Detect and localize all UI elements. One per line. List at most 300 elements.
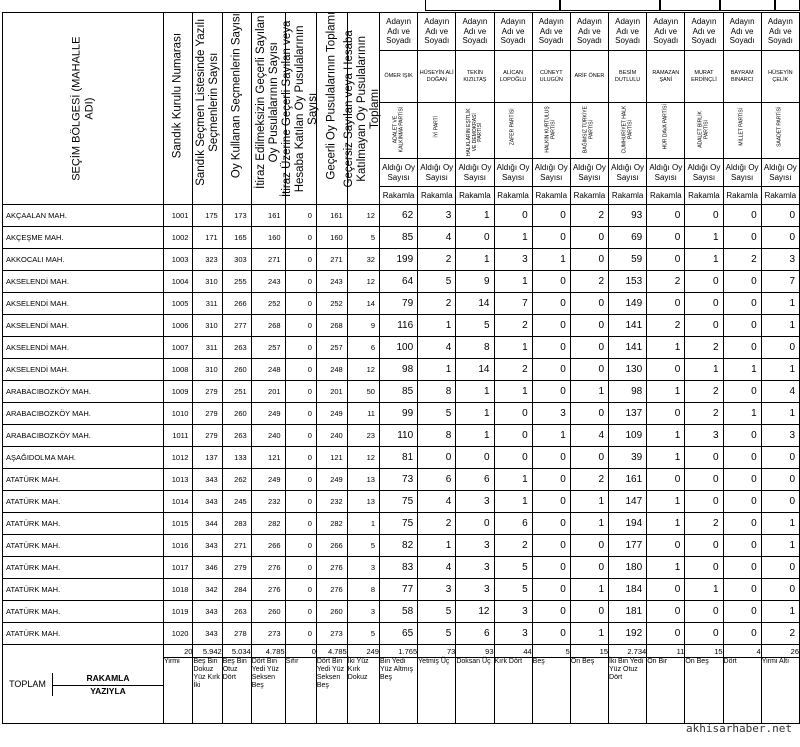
vote-cell: 0 bbox=[570, 359, 608, 381]
vote-cell: 14 bbox=[456, 359, 494, 381]
stat-cell: 268 bbox=[316, 315, 347, 337]
candidate-label: Adayın Adı ve Soyadı bbox=[761, 13, 799, 51]
stat-cell: 260 bbox=[316, 601, 347, 623]
vote-cell: 0 bbox=[685, 315, 723, 337]
vote-cell: 0 bbox=[723, 535, 761, 557]
vote-cell: 199 bbox=[379, 249, 417, 271]
stat-cell: 3 bbox=[347, 557, 379, 579]
total-votes: 26 bbox=[761, 645, 799, 658]
candidate-name: HÜSEYİN ALİ DOĞAN bbox=[418, 51, 456, 103]
table-row bbox=[3, 513, 800, 535]
stat-cell: 0 bbox=[285, 623, 316, 645]
stat-cell: 3 bbox=[347, 601, 379, 623]
vote-cell: 0 bbox=[532, 227, 570, 249]
vote-cell: 0 bbox=[570, 315, 608, 337]
vote-cell: 99 bbox=[379, 403, 417, 425]
vote-cell: 153 bbox=[609, 271, 647, 293]
stat-cell: 278 bbox=[222, 623, 251, 645]
vote-cell: 75 bbox=[379, 491, 417, 513]
stat-cell: 175 bbox=[193, 205, 222, 227]
vote-cell: 75 bbox=[379, 513, 417, 535]
vote-cell: 79 bbox=[379, 293, 417, 315]
region-name: ATATÜRK MAH. bbox=[3, 491, 164, 513]
vote-cell: 0 bbox=[723, 557, 761, 579]
stat-cell: 249 bbox=[251, 403, 285, 425]
stat-cell: 1014 bbox=[164, 491, 193, 513]
stat-cell: 343 bbox=[193, 469, 222, 491]
region-name: ATATÜRK MAH. bbox=[3, 579, 164, 601]
stat-cell: 263 bbox=[222, 425, 251, 447]
stat-cell: 121 bbox=[251, 447, 285, 469]
numeric-unit-label: Rakamla bbox=[532, 187, 570, 205]
vote-cell: 7 bbox=[761, 271, 799, 293]
candidate-party bbox=[761, 103, 799, 159]
vote-cell: 0 bbox=[761, 447, 799, 469]
candidate-name: ARİF ÖNER bbox=[570, 51, 608, 103]
vote-cell: 3 bbox=[456, 491, 494, 513]
vote-cell: 0 bbox=[723, 447, 761, 469]
vote-cell: 161 bbox=[609, 469, 647, 491]
vote-cell: 0 bbox=[570, 447, 608, 469]
vote-cell: 1 bbox=[570, 513, 608, 535]
stat-cell: 346 bbox=[193, 557, 222, 579]
watermark: akhisarhaber.net bbox=[686, 722, 792, 735]
stat-cell: 0 bbox=[285, 601, 316, 623]
vote-cell: 116 bbox=[379, 315, 417, 337]
vote-cell: 1 bbox=[647, 381, 685, 403]
vote-cell: 1 bbox=[456, 249, 494, 271]
table-row bbox=[3, 315, 800, 337]
vote-cell: 0 bbox=[647, 359, 685, 381]
table-row bbox=[3, 381, 800, 403]
vote-cell: 0 bbox=[685, 469, 723, 491]
vote-cell: 0 bbox=[761, 557, 799, 579]
vote-cell: 1 bbox=[532, 425, 570, 447]
vote-cell: 5 bbox=[418, 271, 456, 293]
stat-cell: 12 bbox=[347, 205, 379, 227]
vote-cell: 147 bbox=[609, 491, 647, 513]
region-name: AKSELENDİ MAH. bbox=[3, 315, 164, 337]
vote-cell: 2 bbox=[723, 249, 761, 271]
vote-cell: 137 bbox=[609, 403, 647, 425]
stat-cell: 245 bbox=[222, 491, 251, 513]
vote-cell: 0 bbox=[532, 601, 570, 623]
stat-cell: 1019 bbox=[164, 601, 193, 623]
vote-cell: 0 bbox=[685, 623, 723, 645]
stat-cell: 249 bbox=[251, 469, 285, 491]
stat-cell: 311 bbox=[193, 337, 222, 359]
vote-cell: 2 bbox=[570, 205, 608, 227]
vote-cell: 0 bbox=[685, 601, 723, 623]
total-votes: 4 bbox=[723, 645, 761, 658]
table-row bbox=[3, 557, 800, 579]
vote-cell: 1 bbox=[647, 557, 685, 579]
table-row bbox=[3, 623, 800, 645]
stat-cell: 249 bbox=[316, 403, 347, 425]
stat-cell: 279 bbox=[193, 403, 222, 425]
stat-cell: 252 bbox=[316, 293, 347, 315]
vote-cell: 2 bbox=[494, 315, 532, 337]
stat-header bbox=[251, 13, 285, 205]
vote-cell: 0 bbox=[532, 557, 570, 579]
vote-cell: 0 bbox=[418, 447, 456, 469]
candidate-party-text: İYİ PARTİ bbox=[432, 115, 439, 138]
candidate-party bbox=[456, 103, 494, 159]
vote-cell: 1 bbox=[456, 425, 494, 447]
numeric-unit-label: Rakamla bbox=[685, 187, 723, 205]
votes-received-label: Aldığı Oy Sayısı bbox=[532, 159, 570, 187]
vote-cell: 0 bbox=[456, 227, 494, 249]
vote-cell: 0 bbox=[723, 425, 761, 447]
stat-cell: 279 bbox=[222, 557, 251, 579]
vote-cell: 0 bbox=[685, 293, 723, 315]
stat-cell: 1018 bbox=[164, 579, 193, 601]
stat-cell: 310 bbox=[193, 359, 222, 381]
stat-header bbox=[280, 13, 320, 205]
candidate-label: Adayın Adı ve Soyadı bbox=[609, 13, 647, 51]
table-row bbox=[3, 293, 800, 315]
stat-cell: 260 bbox=[222, 403, 251, 425]
stat-cell: 5 bbox=[347, 535, 379, 557]
stat-cell: 201 bbox=[316, 381, 347, 403]
election-results-table bbox=[2, 12, 800, 724]
stat-cell: 273 bbox=[251, 623, 285, 645]
vote-cell: 1 bbox=[761, 535, 799, 557]
stat-cell: 248 bbox=[251, 359, 285, 381]
stat-cell: 1016 bbox=[164, 535, 193, 557]
candidate-party bbox=[647, 103, 685, 159]
vote-cell: 141 bbox=[609, 337, 647, 359]
vote-cell: 194 bbox=[609, 513, 647, 535]
votes-received-label: Aldığı Oy Sayısı bbox=[456, 159, 494, 187]
vote-cell: 3 bbox=[532, 403, 570, 425]
total-votes: 11 bbox=[647, 645, 685, 658]
stat-cell: 160 bbox=[316, 227, 347, 249]
vote-cell: 0 bbox=[647, 601, 685, 623]
stat-cell: 0 bbox=[285, 227, 316, 249]
vote-cell: 65 bbox=[379, 623, 417, 645]
stat-cell: 0 bbox=[285, 447, 316, 469]
stat-header-text: İtiraz Üzerine Geçerli Sayılan veya Hesaba Katılan Oy Pusulalarının Sayısı bbox=[280, 20, 320, 197]
stat-cell: 0 bbox=[285, 359, 316, 381]
vote-cell: 100 bbox=[379, 337, 417, 359]
votes-received-label: Aldığı Oy Sayısı bbox=[379, 159, 417, 187]
stat-cell: 257 bbox=[316, 337, 347, 359]
stat-header-text: İtiraz Edilmeksizin Geçerli Sayılan Oy Pusulalarının Sayısı bbox=[254, 15, 281, 189]
vote-cell: 1 bbox=[494, 271, 532, 293]
totals-numeric-row bbox=[3, 645, 800, 658]
stat-cell: 0 bbox=[285, 205, 316, 227]
candidate-party-text: HALKLARIN EŞİTLİK VE DEMOKRASİ PARTİSİ bbox=[465, 107, 483, 156]
stat-cell: 277 bbox=[222, 315, 251, 337]
stat-cell: 121 bbox=[316, 447, 347, 469]
vote-cell: 1 bbox=[685, 227, 723, 249]
stat-cell: 0 bbox=[285, 403, 316, 425]
stat-cell: 1001 bbox=[164, 205, 193, 227]
stat-cell: 311 bbox=[193, 293, 222, 315]
candidate-party-text: HÜR DAVA PARTİSİ bbox=[662, 103, 669, 149]
vote-cell: 0 bbox=[570, 227, 608, 249]
region-name: ARABACIBOZKÖY MAH. bbox=[3, 425, 164, 447]
stat-cell: 252 bbox=[251, 293, 285, 315]
stat-header-text: Oy Kullanan Seçmenlerin Sayısı bbox=[230, 12, 243, 178]
vote-cell: 1 bbox=[570, 579, 608, 601]
region-name: AŞAĞIDOLMA MAH. bbox=[3, 447, 164, 469]
votes-received-label: Aldığı Oy Sayısı bbox=[723, 159, 761, 187]
stat-cell: 5 bbox=[347, 227, 379, 249]
stat-cell: 137 bbox=[193, 447, 222, 469]
candidate-party bbox=[685, 103, 723, 159]
vote-cell: 1 bbox=[494, 491, 532, 513]
stat-cell: 263 bbox=[222, 601, 251, 623]
candidate-party-text: ADALET VE KALKINMA PARTİSİ bbox=[392, 106, 404, 152]
vote-cell: 2 bbox=[685, 513, 723, 535]
stat-cell: 1005 bbox=[164, 293, 193, 315]
stat-cell: 263 bbox=[222, 337, 251, 359]
vote-cell: 0 bbox=[685, 557, 723, 579]
vote-cell: 0 bbox=[723, 315, 761, 337]
stat-cell: 0 bbox=[285, 381, 316, 403]
total-votes: 2.734 bbox=[609, 645, 647, 658]
total-stat: 0 bbox=[285, 645, 316, 658]
stat-cell: 284 bbox=[222, 579, 251, 601]
vote-cell: 5 bbox=[494, 579, 532, 601]
vote-cell: 0 bbox=[723, 513, 761, 535]
vote-cell: 2 bbox=[685, 381, 723, 403]
votes-received-label: Aldığı Oy Sayısı bbox=[647, 159, 685, 187]
stat-cell: 0 bbox=[285, 557, 316, 579]
vote-cell: 6 bbox=[418, 469, 456, 491]
numeric-unit-label: Rakamla bbox=[761, 187, 799, 205]
vote-cell: 0 bbox=[685, 205, 723, 227]
candidate-name: MURAT ERDİNÇLİ bbox=[685, 51, 723, 103]
table-row bbox=[3, 601, 800, 623]
total-votes-words: On Beş bbox=[570, 658, 608, 724]
stat-cell: 0 bbox=[285, 249, 316, 271]
stat-cell: 262 bbox=[222, 469, 251, 491]
vote-cell: 1 bbox=[532, 249, 570, 271]
stat-cell: 0 bbox=[285, 513, 316, 535]
vote-cell: 0 bbox=[532, 491, 570, 513]
vote-cell: 3 bbox=[456, 579, 494, 601]
vote-cell: 0 bbox=[723, 205, 761, 227]
vote-cell: 8 bbox=[418, 425, 456, 447]
vote-cell: 0 bbox=[532, 513, 570, 535]
total-votes: 44 bbox=[494, 645, 532, 658]
stat-cell: 276 bbox=[316, 579, 347, 601]
vote-cell: 85 bbox=[379, 227, 417, 249]
vote-cell: 0 bbox=[494, 425, 532, 447]
vote-cell: 2 bbox=[570, 271, 608, 293]
stat-cell: 240 bbox=[251, 425, 285, 447]
candidate-name: CÜNEYT ULUGÜN bbox=[532, 51, 570, 103]
candidate-label: Adayın Adı ve Soyadı bbox=[647, 13, 685, 51]
stat-cell: 279 bbox=[193, 425, 222, 447]
stat-header-text: Geçerli Oy Pusulalarının Toplamı bbox=[325, 11, 338, 180]
vote-cell: 1 bbox=[647, 337, 685, 359]
total-votes-words: Yetmiş Üç bbox=[418, 658, 456, 724]
stat-header bbox=[343, 13, 382, 205]
vote-cell: 1 bbox=[761, 293, 799, 315]
stat-cell: 1004 bbox=[164, 271, 193, 293]
vote-cell: 1 bbox=[647, 447, 685, 469]
vote-cell: 1 bbox=[685, 359, 723, 381]
table-row bbox=[3, 227, 800, 249]
stat-cell: 32 bbox=[347, 249, 379, 271]
vote-cell: 5 bbox=[456, 315, 494, 337]
total-votes: 93 bbox=[456, 645, 494, 658]
vote-cell: 0 bbox=[761, 491, 799, 513]
region-name: ATATÜRK MAH. bbox=[3, 535, 164, 557]
vote-cell: 1 bbox=[723, 359, 761, 381]
total-stat-words: İki Yüz Kırk Dokuz bbox=[347, 658, 379, 724]
vote-cell: 0 bbox=[532, 337, 570, 359]
stat-cell: 6 bbox=[347, 337, 379, 359]
vote-cell: 4 bbox=[418, 227, 456, 249]
vote-cell: 0 bbox=[685, 447, 723, 469]
table-row bbox=[3, 425, 800, 447]
total-stat-words: Dört Bin Yedi Yüz Seksen Beş bbox=[316, 658, 347, 724]
votes-received-label: Aldığı Oy Sayısı bbox=[570, 159, 608, 187]
candidate-party-text: HALKIN KURTULUŞ PARTİSİ bbox=[544, 105, 557, 153]
vote-cell: 0 bbox=[456, 447, 494, 469]
vote-cell: 3 bbox=[685, 425, 723, 447]
vote-cell: 0 bbox=[494, 205, 532, 227]
vote-cell: 3 bbox=[418, 205, 456, 227]
candidate-party bbox=[609, 103, 647, 159]
vote-cell: 130 bbox=[609, 359, 647, 381]
stat-cell: 276 bbox=[251, 579, 285, 601]
region-name: ATATÜRK MAH. bbox=[3, 601, 164, 623]
vote-cell: 0 bbox=[723, 337, 761, 359]
candidate-party-text: ZAFER PARTİSİ bbox=[509, 107, 516, 145]
candidate-name: BESİM DUTLULU bbox=[609, 51, 647, 103]
vote-cell: 177 bbox=[609, 535, 647, 557]
vote-cell: 0 bbox=[494, 447, 532, 469]
numeric-unit-label: Rakamla bbox=[418, 187, 456, 205]
vote-cell: 1 bbox=[685, 249, 723, 271]
vote-cell: 0 bbox=[723, 491, 761, 513]
stat-cell: 1009 bbox=[164, 381, 193, 403]
vote-cell: 7 bbox=[494, 293, 532, 315]
stat-cell: 1006 bbox=[164, 315, 193, 337]
stat-cell: 50 bbox=[347, 381, 379, 403]
stat-cell: 8 bbox=[347, 579, 379, 601]
stat-cell: 243 bbox=[316, 271, 347, 293]
stat-cell: 271 bbox=[251, 249, 285, 271]
stat-cell: 323 bbox=[193, 249, 222, 271]
candidate-party-text: SAADET PARTİSİ bbox=[776, 106, 783, 147]
total-votes: 73 bbox=[418, 645, 456, 658]
vote-cell: 3 bbox=[456, 557, 494, 579]
vote-cell: 93 bbox=[609, 205, 647, 227]
region-name: AKÇAALAN MAH. bbox=[3, 205, 164, 227]
vote-cell: 0 bbox=[570, 337, 608, 359]
vote-cell: 2 bbox=[761, 623, 799, 645]
stat-header bbox=[222, 13, 251, 205]
vote-cell: 2 bbox=[418, 513, 456, 535]
totals-label bbox=[3, 645, 164, 724]
vote-cell: 4 bbox=[570, 425, 608, 447]
total-votes: 1.765 bbox=[379, 645, 417, 658]
vote-cell: 0 bbox=[761, 227, 799, 249]
stat-cell: 11 bbox=[347, 403, 379, 425]
stat-header-text: Sandık Seçmen Listesinde Yazılı Seçmenlerin Sayısı bbox=[194, 18, 220, 186]
vote-cell: 82 bbox=[379, 535, 417, 557]
vote-cell: 2 bbox=[418, 249, 456, 271]
candidate-label: Adayın Adı ve Soyadı bbox=[532, 13, 570, 51]
stat-cell: 1 bbox=[347, 513, 379, 535]
stat-cell: 133 bbox=[222, 447, 251, 469]
stat-cell: 1017 bbox=[164, 557, 193, 579]
stat-cell: 0 bbox=[285, 271, 316, 293]
vote-cell: 0 bbox=[532, 579, 570, 601]
vote-cell: 192 bbox=[609, 623, 647, 645]
table-row bbox=[3, 249, 800, 271]
numeric-unit-label: Rakamla bbox=[456, 187, 494, 205]
total-votes-words: Dört bbox=[723, 658, 761, 724]
stat-cell: 343 bbox=[193, 535, 222, 557]
total-stat: 5.942 bbox=[193, 645, 222, 658]
vote-cell: 0 bbox=[532, 205, 570, 227]
vote-cell: 141 bbox=[609, 315, 647, 337]
stat-cell: 1007 bbox=[164, 337, 193, 359]
vote-cell: 3 bbox=[761, 249, 799, 271]
vote-cell: 0 bbox=[723, 271, 761, 293]
candidate-party-text: MİLLET PARTİSİ bbox=[738, 107, 745, 146]
vote-cell: 0 bbox=[723, 227, 761, 249]
stat-cell: 343 bbox=[193, 491, 222, 513]
stat-cell: 1002 bbox=[164, 227, 193, 249]
stat-cell: 303 bbox=[222, 249, 251, 271]
votes-received-label: Aldığı Oy Sayısı bbox=[494, 159, 532, 187]
vote-cell: 59 bbox=[609, 249, 647, 271]
vote-cell: 4 bbox=[418, 491, 456, 513]
stat-cell: 23 bbox=[347, 425, 379, 447]
vote-cell: 0 bbox=[761, 579, 799, 601]
stat-cell: 310 bbox=[193, 271, 222, 293]
candidate-name: RAMAZAN ŞANİ bbox=[647, 51, 685, 103]
total-stat: 4.785 bbox=[316, 645, 347, 658]
vote-cell: 69 bbox=[609, 227, 647, 249]
stat-cell: 343 bbox=[193, 601, 222, 623]
vote-cell: 1 bbox=[761, 359, 799, 381]
vote-cell: 3 bbox=[494, 601, 532, 623]
numeric-unit-label: Rakamla bbox=[647, 187, 685, 205]
vote-cell: 5 bbox=[418, 601, 456, 623]
vote-cell: 0 bbox=[647, 249, 685, 271]
region-name: AKÇEŞME MAH. bbox=[3, 227, 164, 249]
vote-cell: 2 bbox=[494, 535, 532, 557]
table-row bbox=[3, 579, 800, 601]
total-votes-words: Beş bbox=[532, 658, 570, 724]
vote-cell: 1 bbox=[418, 535, 456, 557]
vote-cell: 1 bbox=[761, 513, 799, 535]
stat-cell: 12 bbox=[347, 359, 379, 381]
stat-header-text: Sandık Kurulu Numarası bbox=[171, 32, 184, 158]
candidate-name: ALİCAN LOPOĞLU bbox=[494, 51, 532, 103]
stat-header bbox=[164, 13, 193, 205]
vote-cell: 2 bbox=[570, 469, 608, 491]
vote-cell: 4 bbox=[418, 557, 456, 579]
stat-cell: 243 bbox=[251, 271, 285, 293]
vote-cell: 0 bbox=[723, 623, 761, 645]
candidate-party bbox=[532, 103, 570, 159]
vote-cell: 3 bbox=[418, 579, 456, 601]
vote-cell: 8 bbox=[418, 381, 456, 403]
candidate-party bbox=[379, 103, 417, 159]
table-row bbox=[3, 205, 800, 227]
